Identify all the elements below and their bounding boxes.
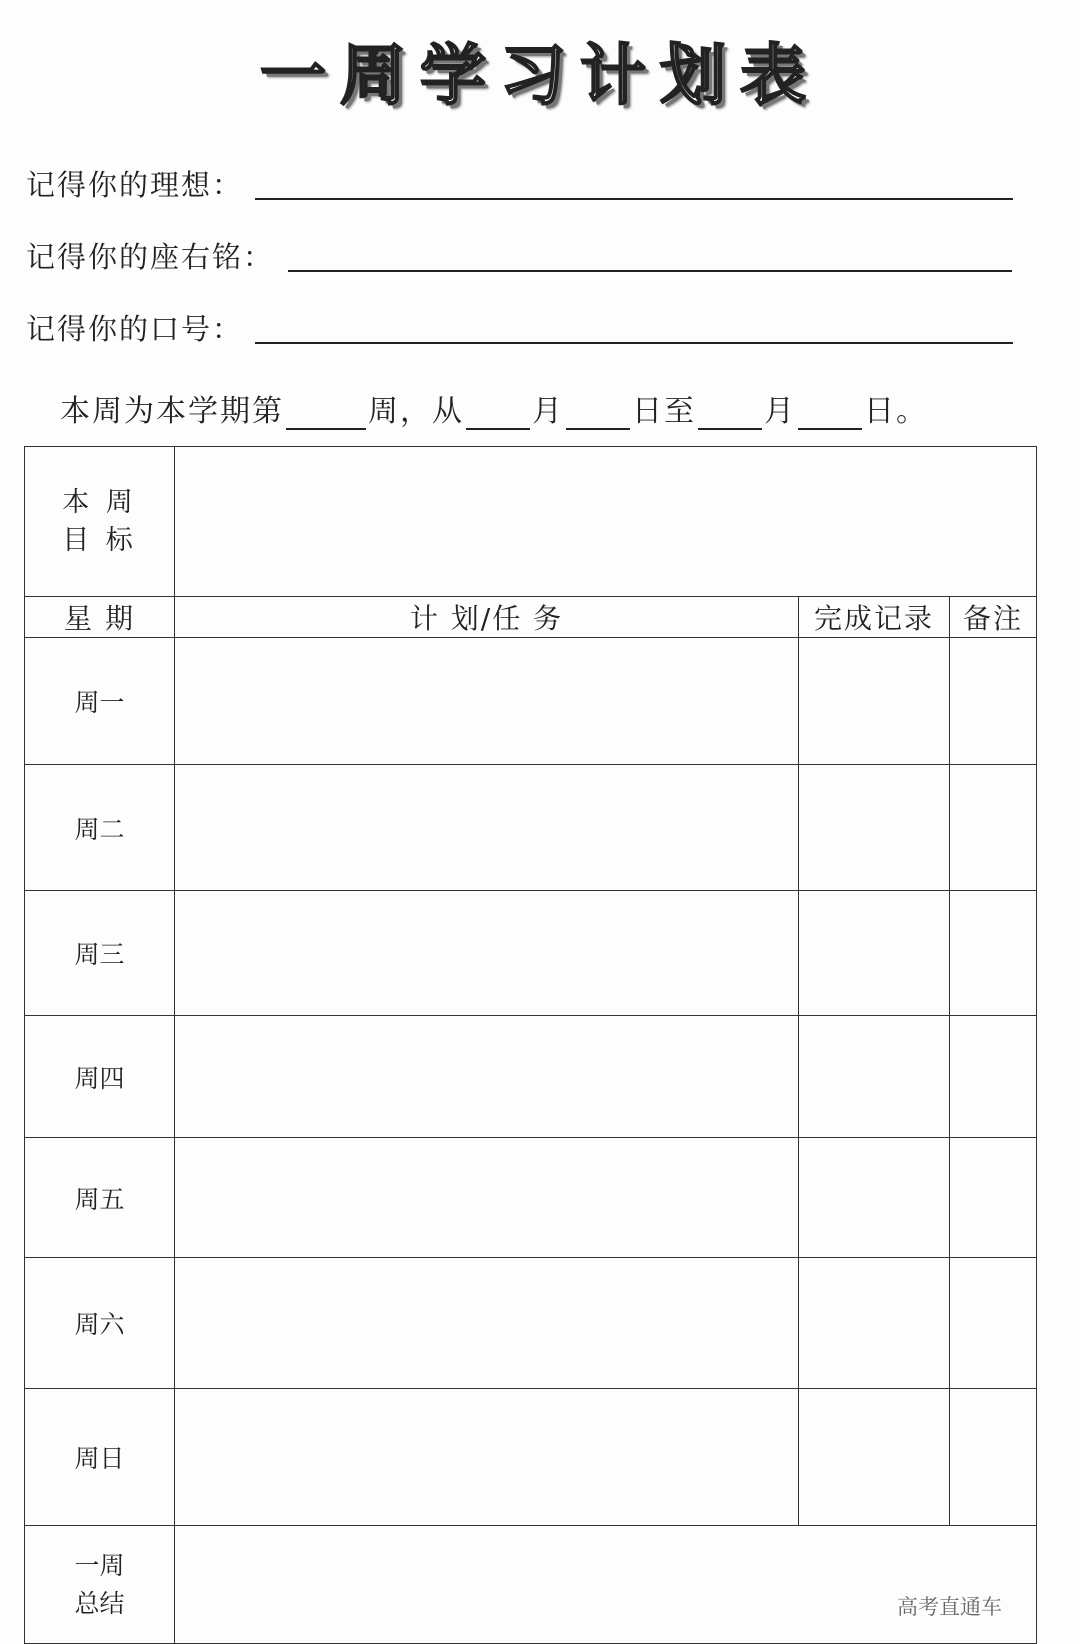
note-cell[interactable] [950,765,1037,891]
table-row [25,765,1037,891]
summary-label-line1: 一周 [74,1550,125,1580]
note-cell[interactable] [950,891,1037,1016]
ideal-label: 记得你的理想： [26,168,244,202]
start-month-blank[interactable] [466,400,530,430]
slogan-row [26,308,1013,348]
plan-cell[interactable] [175,891,799,1016]
slogan-label: 记得你的口号： [26,312,244,346]
note-cell[interactable] [950,1138,1037,1258]
ideal-row [26,164,1013,204]
start-day-blank[interactable] [566,400,630,430]
plan-cell[interactable] [175,1138,799,1258]
week-text-1: 本周为本学期第 [60,394,284,429]
goal-label [25,447,175,597]
week-text-5: 月 [764,394,796,429]
day-label: 周二 [25,765,175,891]
header-row [25,597,1037,638]
end-day-blank[interactable] [798,400,862,430]
week-number-blank[interactable] [286,400,366,430]
week-text-6: 日。 [864,394,928,429]
slogan-field[interactable] [255,342,1013,344]
goal-row [25,447,1037,597]
record-cell[interactable] [799,891,950,1016]
ideal-field[interactable] [255,198,1013,200]
day-label: 周日 [25,1389,175,1526]
day-label: 周六 [25,1258,175,1389]
record-cell[interactable] [799,1138,950,1258]
table-row [25,1016,1037,1138]
maxim-row [26,236,1012,276]
goal-label-line2: 目 标 [62,524,137,556]
record-cell[interactable] [799,1016,950,1138]
header-plan: 计 划/任 务 [175,597,799,638]
note-cell[interactable] [950,1389,1037,1526]
plan-cell[interactable] [175,765,799,891]
record-cell[interactable] [799,638,950,765]
plan-cell[interactable] [175,1016,799,1138]
table-row [25,638,1037,765]
record-cell[interactable] [799,1389,950,1526]
record-cell[interactable] [799,1258,950,1389]
note-cell[interactable] [950,1016,1037,1138]
day-label: 周三 [25,891,175,1016]
watermark: 高考直通车 [897,1595,1002,1619]
page-title: 一周学习计划表 [260,37,820,114]
summary-label [25,1526,175,1644]
note-cell[interactable] [950,638,1037,765]
day-label: 周四 [25,1016,175,1138]
table-row [25,1138,1037,1258]
goal-cell[interactable] [175,447,1037,597]
summary-row [25,1526,1037,1644]
week-text-2: 周，从 [368,394,464,429]
header-record: 完成记录 [799,597,950,638]
week-text-4: 日至 [632,394,696,429]
summary-cell[interactable] [175,1526,1037,1644]
summary-label-line2: 总结 [74,1588,125,1618]
day-label: 周五 [25,1138,175,1258]
end-month-blank[interactable] [698,400,762,430]
note-cell[interactable] [950,1258,1037,1389]
week-info-line [60,386,928,430]
header-note: 备注 [950,597,1037,638]
table-row [25,1389,1037,1526]
plan-cell[interactable] [175,1389,799,1526]
table-row [25,891,1037,1016]
goal-label-line1: 本 周 [62,486,137,518]
plan-table [24,446,1037,1644]
maxim-field[interactable] [288,270,1012,272]
record-cell[interactable] [799,765,950,891]
maxim-label: 记得你的座右铭： [26,240,275,274]
day-label: 周一 [25,638,175,765]
week-text-3: 月 [532,394,564,429]
header-day: 星 期 [25,597,175,638]
plan-cell[interactable] [175,638,799,765]
table-row [25,1258,1037,1389]
plan-cell[interactable] [175,1258,799,1389]
